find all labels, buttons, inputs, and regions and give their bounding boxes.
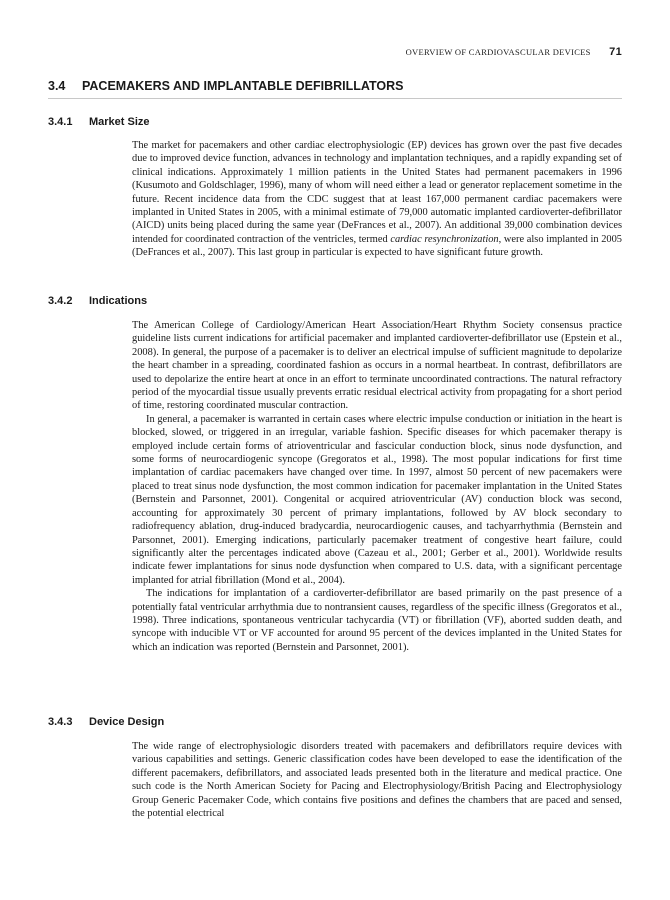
section-title: PACEMAKERS AND IMPLANTABLE DEFIBRILLATORS <box>82 79 404 93</box>
subsection-number: 3.4.2 <box>48 295 73 307</box>
section-number: 3.4 <box>48 79 66 93</box>
running-header <box>0 46 622 58</box>
page-number: 71 <box>609 46 622 58</box>
italic-term: cardiac resynchronization <box>390 233 499 245</box>
paragraph <box>132 139 622 260</box>
subsection-title: Indications <box>89 295 148 307</box>
section-heading <box>48 79 622 99</box>
subsection-number: 3.4.3 <box>48 716 73 728</box>
subsection-heading-device-design <box>48 716 164 728</box>
paragraph: The wide range of electrophysiologic disorders treated with pacemakers and defibrillators require devices with various capabilities and settings. Generic classification codes have been developed to ease the identification of the different pacemakers, defibrillators, and associated leads presented both in the literature and medical practice. One such code is the North American Society for Pacing and Electrophysiology/British Pacing and Electrophysiology Group Generic Pacemaker Code, which contains five positions and defines the chambers that are paced and sensed, the potential electrical <box>132 741 622 820</box>
paragraph-text: The market for pacemakers and other cardiac electrophysiologic (EP) devices has grown over the past five decades due to improved device function, advances in technology and implantation techniques, and a rapidly expanding set of clinical indications. Approximately 1 million patients in the United States had permanent pacemakers in 1996 (Kusumoto and Goldschlager, 1996), many of whom will need either a lead or generator replacement sometime in the future. Recent incidence data from the CDC suggest that at least 167,000 permanent cardiac pacemakers were implanted in United States in 2005, with a minimal estimate of 79,000 automatic implanted cardioverter-defibrillator (AICD) units being placed during the same year (DeFrances et al., 2007). An additional 39,000 combination devices intended for coordinated contraction of the ventricles, termed <box>132 140 622 245</box>
device-design-body <box>132 740 622 820</box>
paragraph: The indications for implantation of a cardioverter-defibrillator are based primarily on the past presence of a potentially fatal ventricular arrhythmia due to nontransient causes, regardless of the specific illness (Gregoratos et al., 1998). Three indications, spontaneous ventricular tachycardia (VT) or fibrillation (VF), aborted sudden death, and syncope with inducible VT or VF accounted for around 95 percent of the devices implanted in the United States for which an indication was reported (Bernstein and Parsonnet, 2001). <box>132 588 622 653</box>
subsection-title: Device Design <box>89 716 165 728</box>
running-title: OVERVIEW OF CARDIOVASCULAR DEVICES <box>405 47 591 57</box>
paragraph: The American College of Cardiology/American Heart Association/Heart Rhythm Society consensus practice guideline lists current indications for artificial pacemaker and implanted cardioverter-defibrillator use (Epstein et al., 2008). In general, the purpose of a pacemaker is to deliver an electrical impulse of sufficient magnitude to depolarize the heart chamber in a spreading, coordinated fashion as occurs in a normal heartbeat. In contrast, defibrillators are used to depolarize the entire heart at once in an effort to terminate uncoordinated contractions. The natural refractory period of the myocardial tissue usually prevents erratic residual electrical activity from propagating for a short period of time, restoring coordinated muscular contraction. <box>132 320 622 412</box>
subsection-heading-market-size <box>48 116 150 128</box>
paragraph-text: , were also implanted in 2005 (DeFrances et al., 2007). This last group in particular is expected to have significant future growth. <box>132 233 622 259</box>
subsection-number: 3.4.1 <box>48 116 73 128</box>
indications-body <box>132 319 622 654</box>
paragraph: In general, a pacemaker is warranted in certain cases where electric impulse conduction or initiation in the heart is blocked, slowed, or triggered in an irregular, variable fashion. Specific diseases for which pacemaker therapy is employed include certain forms of atrioventricular and fascicular conduction block, sinus node dysfunction, and some forms of neurocardiogenic syncope (Gregoratos et al., 1998). The most popular indications for first time implantation of cardiac pacemakers have changed over time. In 1997, almost 50 percent of new pacemakers were placed to treat sinus node dysfunction, the most common indication for pacemaker implantation in the United States (Bernstein and Parsonnet, 2001). Congenital or acquired atrioventricular (AV) conduction block was second, accounting for approximately 30 percent of primary implantations, followed by AV block secondary to radiofrequency ablation, drug-induced bradycardia, neurocardiogenic causes, and tachyarrhythmia (Bernstein and Parsonnet, 2001). Emerging indications, particularly pacemaker treatment of congestive heart failure, could significantly alter the percentages indicated above (Cazeau et al., 2001; Gerber et al., 2001). Worldwide results indicate fewer implantations for sinus node dysfunction when compared to U.S. data, with a significant percentage implanted for atrial fibrillation (Mond et al., 2004). <box>132 413 622 586</box>
subsection-heading-indications <box>48 295 147 307</box>
subsection-title: Market Size <box>89 116 150 128</box>
market-size-body <box>132 139 622 260</box>
